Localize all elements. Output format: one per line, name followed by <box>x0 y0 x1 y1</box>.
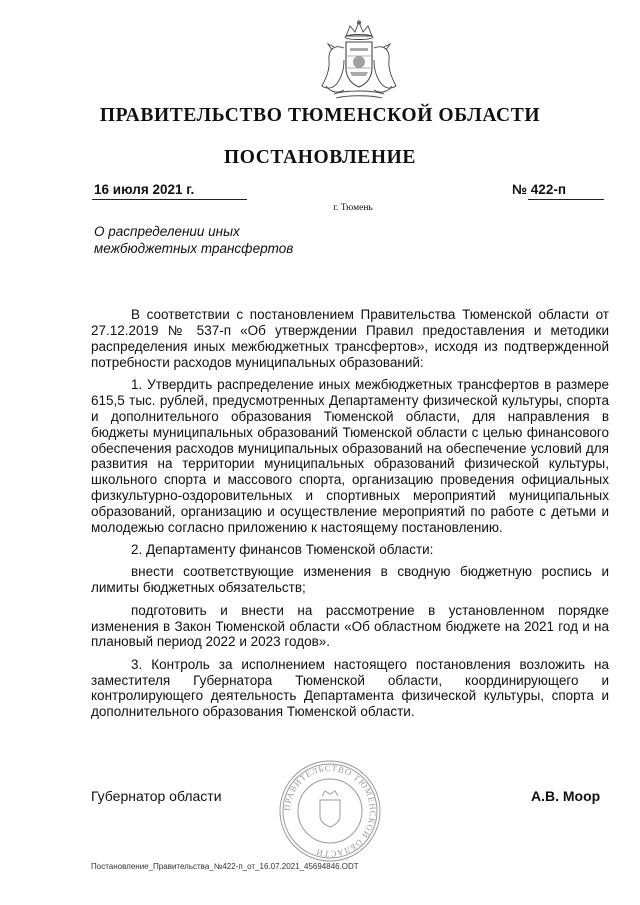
signer-name: А.В. Моор <box>531 788 601 804</box>
city-label: г. Тюмень <box>333 203 373 213</box>
document-body <box>91 307 609 727</box>
body-paragraph-item-2-b: подготовить и внести на рассмотрение в установленном порядке изменения в Закон Тюменской области «Об областном бюджете на 2021 год и на плановый период 2022 и 2023 годов». <box>91 602 609 650</box>
number-underline <box>528 199 604 200</box>
document-type: ПОСТАНОВЛЕНИЕ <box>223 147 417 168</box>
document-number: № 422-п <box>512 182 566 197</box>
body-paragraph-item-3: 3. Контроль за исполнением настоящего постановления возложить на заместителя Губернатора Тюменской области, координирующего и контролирующего деятельность Департамента физической культуры, спорта и дополнительного образования Тюменской области. <box>91 656 609 720</box>
document-subject <box>94 223 293 257</box>
svg-text:ПРАВИТЕЛЬСТВО ТЮМЕНСКОЙ ОБЛАСТ <box>282 763 378 859</box>
signer-title: Губернатор области <box>91 788 222 804</box>
body-paragraph-item-1: 1. Утвердить распределение иных межбюджетных трансфертов в размере 615,5 тыс. рублей, предусмотренных Департаменту физической культуры, спорта и дополнительного образования Тюменской области, для направления в бюджеты муниципальных образований Тюменской области с целью финансового обеспечения расходов муниципальных образований на обеспечение условий для развития на территории муниципальных образований физической культуры, школьного спорта и массового спорта, организацию проведения официальных физкультурно-оздоровительных и спортивных мероприятий муниципальных образований, организацию и осуществление мероприятий по работе с детьми и молодежью согласно приложению к настоящему постановлению. <box>91 376 609 536</box>
body-paragraph-item-2-a: внести соответствующие изменения в сводную бюджетную роспись и лимиты бюджетных обязательств; <box>91 564 609 596</box>
date-underline <box>92 199 247 200</box>
seal-stamp-icon <box>277 758 383 864</box>
coat-of-arms-icon <box>314 20 404 102</box>
seal-text: ПРАВИТЕЛЬСТВО ТЮМЕНСКОЙ ОБЛАСТИ <box>281 762 379 860</box>
subject-line: О распределении иных <box>94 224 240 239</box>
body-paragraph-item-2: 2. Департаменту финансов Тюменской области: <box>131 542 434 558</box>
footer-filename: Постановление_Правительства_№422-п_от_16.07.2021_45694846.ODT <box>91 862 359 871</box>
body-paragraph-preamble: В соответствии с постановлением Правительства Тюменской области от 27.12.2019 № 537-п «Об утверждении Правил предоставления и методики распределения иных межбюджетных трансфертов», исходя из подтвержденной потребности расходов муниципальных образований: <box>91 307 609 370</box>
subject-line: межбюджетных трансфертов <box>94 241 294 256</box>
document-date: 16 июля 2021 г. <box>94 182 195 197</box>
government-title: ПРАВИТЕЛЬСТВО ТЮМЕНСКОЙ ОБЛАСТИ <box>99 105 541 126</box>
